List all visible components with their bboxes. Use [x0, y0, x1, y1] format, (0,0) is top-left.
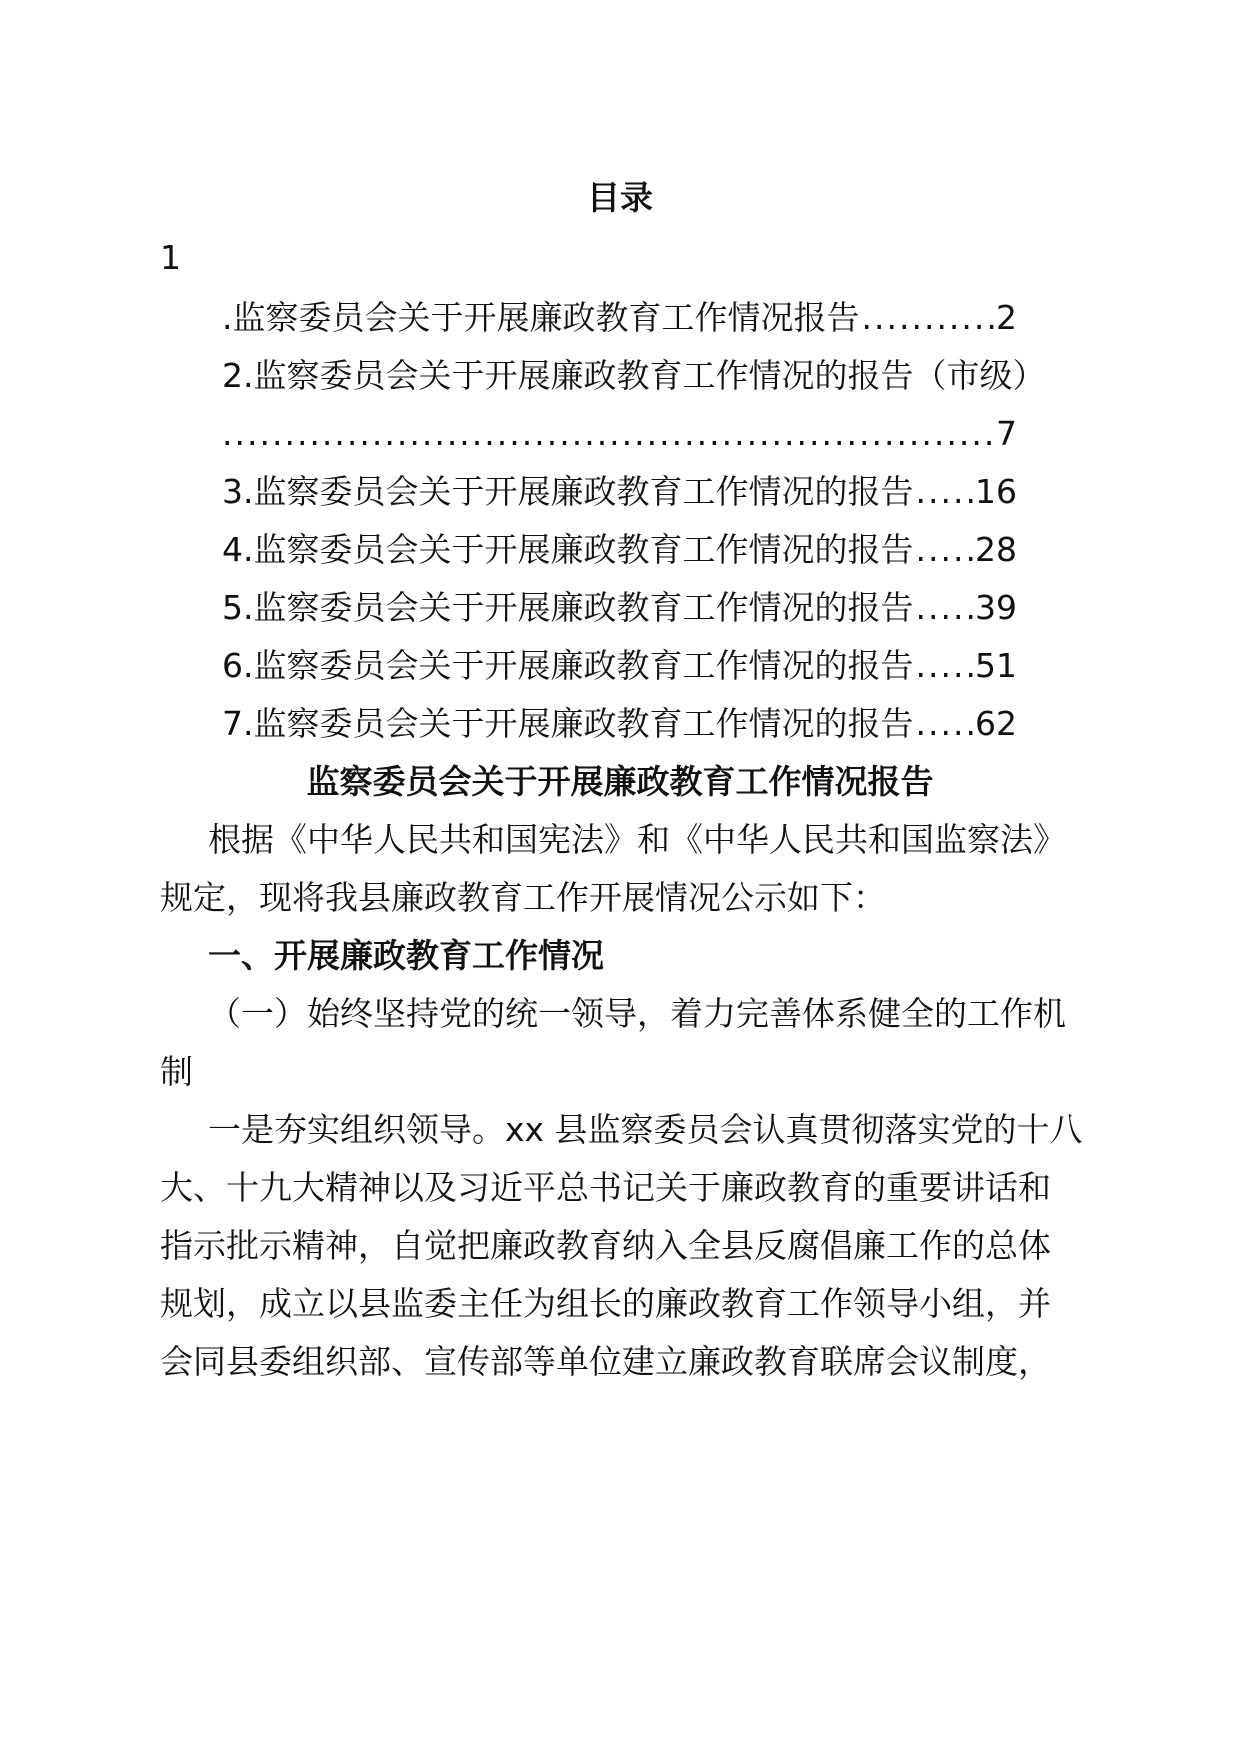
toc-entry-page: 2: [996, 298, 1017, 337]
toc-leader-dots: [916, 704, 974, 744]
toc-entry-page: 62: [975, 704, 1017, 743]
article-title: 监察委员会关于开展廉政教育工作情况报告: [306, 762, 934, 801]
toc-entry-page: 28: [975, 530, 1017, 569]
toc-entry-page: 51: [975, 646, 1017, 685]
toc-entry-page: 39: [975, 588, 1017, 627]
toc-leader-dots: [916, 588, 974, 628]
intro-line: 规定，现将我县廉政教育工作开展情况公示如下：: [160, 878, 886, 917]
subsection-heading: （一）始终坚持党的统一领导，着力完善体系健全的工作机: [208, 994, 1066, 1033]
paragraph-line: 规划，成立以县监委主任为组长的廉政教育工作领导小组，并: [160, 1284, 1051, 1323]
paragraph-line: 会同县委组织部、宣传部等单位建立廉政教育联席会议制度，: [160, 1342, 1051, 1381]
toc-entry[interactable]: [222, 298, 1017, 338]
subsection-heading: 制: [160, 1052, 193, 1091]
toc-entry[interactable]: [222, 472, 1017, 512]
toc-entry[interactable]: [222, 704, 1017, 744]
toc-entry-text: 4.监察委员会关于开展廉政教育工作情况的报告: [222, 530, 914, 569]
toc-leader-dots: [916, 530, 974, 570]
paragraph-line: 一是夯实组织领导。xx 县监察委员会认真贯彻落实党的十八: [208, 1110, 1083, 1149]
toc-entry[interactable]: [222, 588, 1017, 628]
toc-entry-text: 6.监察委员会关于开展廉政教育工作情况的报告: [222, 646, 914, 685]
toc-leader-dots: [222, 414, 994, 454]
toc-entry-text: 3.监察委员会关于开展廉政教育工作情况的报告: [222, 472, 914, 511]
toc-stray-number: 1: [160, 238, 181, 277]
paragraph-line: 指示批示精神，自觉把廉政教育纳入全县反腐倡廉工作的总体: [160, 1226, 1051, 1265]
toc-entry-text[interactable]: 2.监察委员会关于开展廉政教育工作情况的报告（市级）: [222, 356, 1046, 395]
paragraph-line: 大、十九大精神以及习近平总书记关于廉政教育的重要讲话和: [160, 1168, 1051, 1207]
toc-entry[interactable]: [222, 530, 1017, 570]
toc-entry[interactable]: [222, 646, 1017, 686]
toc-entry-text: 7.监察委员会关于开展廉政教育工作情况的报告: [222, 704, 914, 743]
toc-leader-dots: [862, 298, 995, 338]
toc-entry-text: 5.监察委员会关于开展廉政教育工作情况的报告: [222, 588, 914, 627]
toc-title: 目录: [587, 178, 653, 217]
toc-entry[interactable]: [222, 414, 1017, 454]
toc-entry-page: 7: [996, 414, 1017, 453]
toc-leader-dots: [916, 646, 974, 686]
intro-line: 根据《中华人民共和国宪法》和《中华人民共和国监察法》: [208, 820, 1066, 859]
toc-leader-dots: [916, 472, 974, 512]
toc-entry-page: 16: [975, 472, 1017, 511]
section-heading: 一、开展廉政教育工作情况: [208, 936, 604, 975]
toc-entry-text: .监察委员会关于开展廉政教育工作情况报告: [222, 298, 860, 337]
